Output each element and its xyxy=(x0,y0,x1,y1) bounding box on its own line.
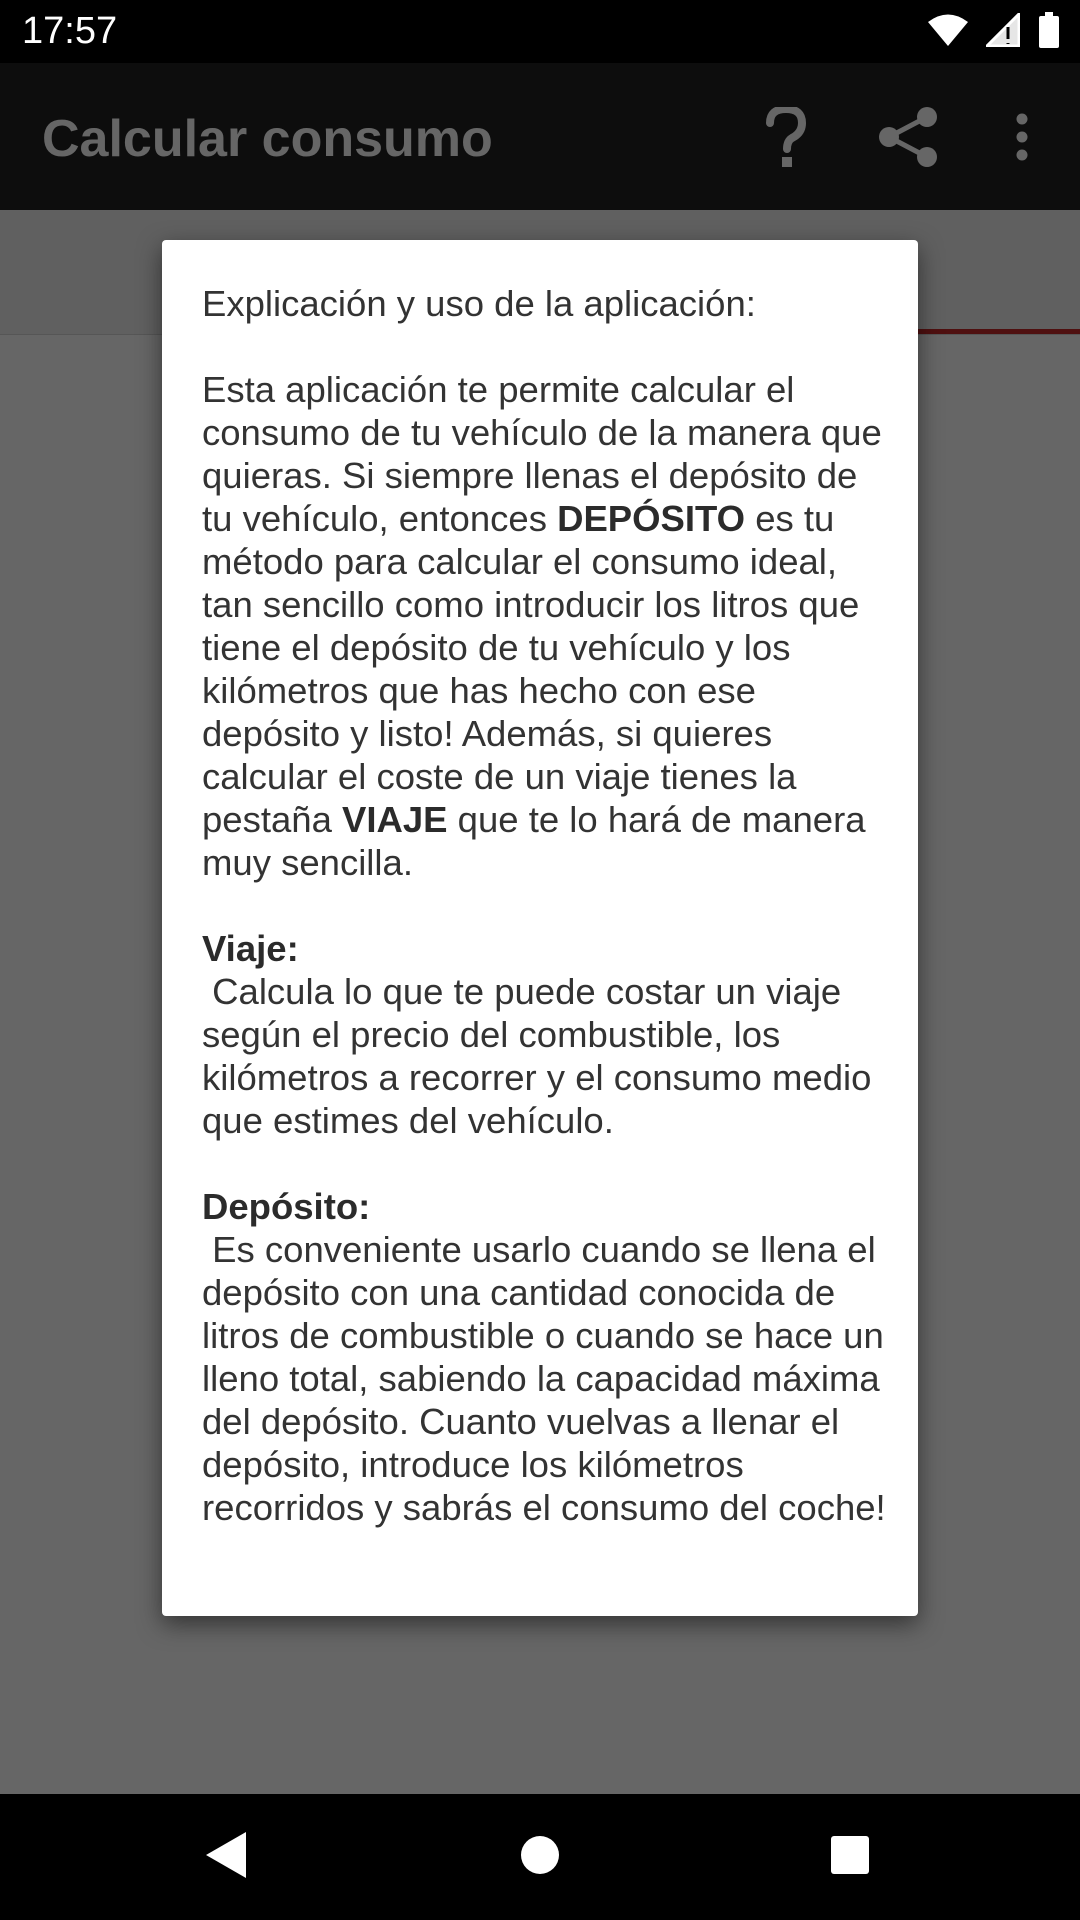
viaje-description: Calcula lo que te puede costar un viaje según el precio del combustible, los kilómetros a recorrer y el consumo medio que estimes del vehículo. xyxy=(202,971,882,1141)
dialog-heading: Explicación y uso de la aplicación: xyxy=(202,283,756,324)
help-dialog xyxy=(162,240,918,1616)
wifi-icon xyxy=(928,13,968,52)
intro-text-1: Esta aplicación te permite calcular el consumo de tu vehículo de la manera que quieras. Si siempre llenas el depósito de tu vehículo, entonces xyxy=(202,369,882,539)
nav-back-button[interactable] xyxy=(196,1827,256,1887)
navigation-bar xyxy=(0,1794,1080,1920)
dialog-body xyxy=(202,282,892,1529)
dialog-intro xyxy=(202,368,892,884)
battery-icon xyxy=(1038,12,1060,53)
nav-home-button[interactable] xyxy=(510,1827,570,1887)
home-icon xyxy=(519,1834,561,1881)
signal-icon xyxy=(986,13,1020,52)
deposito-title: Depósito: xyxy=(202,1186,371,1227)
nav-recents-button[interactable] xyxy=(820,1827,880,1887)
intro-bold-deposito: DEPÓSITO xyxy=(557,498,746,539)
intro-bold-viaje: VIAJE xyxy=(342,799,448,840)
status-time: 17:57 xyxy=(22,10,118,52)
deposito-description: Es conveniente usarlo cuando se llena el depósito con una cantidad conocida de litros de combustible o cuando se hace un lleno total, sabiendo la capacidad máxima del depósito. Cuanto vuelvas a llenar el depósito, introduce los kilómetros recorridos y sabrás el consumo del coche! xyxy=(202,1229,894,1528)
status-icons xyxy=(928,12,1060,52)
back-icon xyxy=(204,1830,248,1885)
status-bar xyxy=(0,0,1080,63)
intro-text-3: que te lo hará de manera muy sencilla. xyxy=(202,799,866,883)
intro-text-2: es tu método para calcular el consumo ideal, tan sencillo como introducir los litros que tiene el depósito de tu vehículo y los kilómetros que has hecho con ese depósito y listo! Además, si quieres calcular el coste de un viaje tienes la pestaña xyxy=(202,498,860,840)
viaje-title: Viaje: xyxy=(202,928,299,969)
recents-icon xyxy=(829,1834,871,1881)
